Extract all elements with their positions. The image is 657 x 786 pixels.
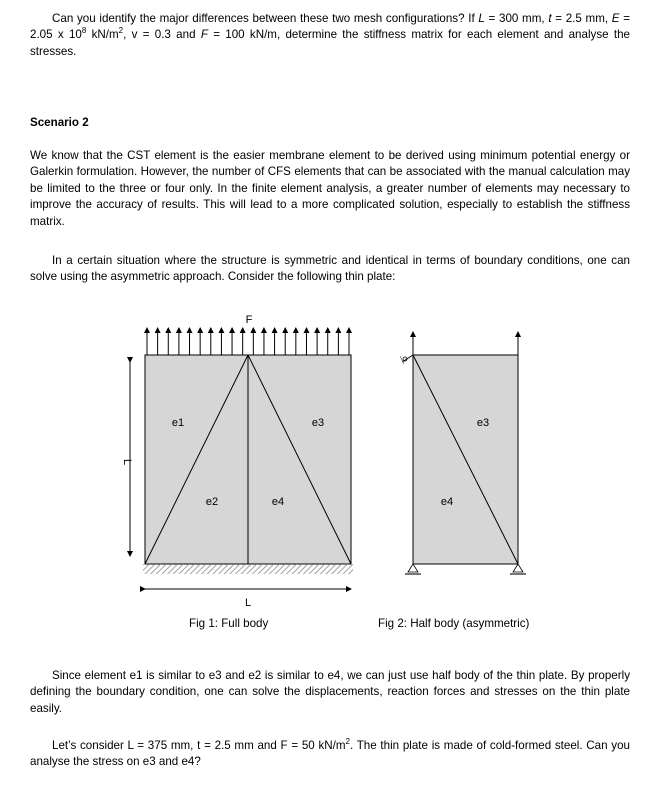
intro-E-unit-square: 2 xyxy=(118,26,124,36)
intro-F-value: = 100 kN/m, determine the stiffness matrix for each element and analyse the stresses. xyxy=(30,28,630,58)
intro-text: Can you identify the major differences between these two mesh configurations? If xyxy=(52,12,479,25)
fig1-width-label: L xyxy=(244,597,252,609)
intro-t-value: = 2.5 mm, xyxy=(551,12,612,25)
closing-text-b: . The thin plate is made of cold-formed steel. Can you analyse the stress on e3 and e4? xyxy=(30,739,630,769)
fig1-load-label: F xyxy=(245,314,253,326)
fig2-element-e3: e3 xyxy=(476,417,490,429)
fig2-element-e4: e4 xyxy=(440,496,454,508)
fig2-half-body xyxy=(400,332,526,574)
fig1-element-e3: e3 xyxy=(311,417,325,429)
closing-unit-square: 2 xyxy=(345,737,350,747)
fig2-pin-support-bottom-left xyxy=(405,564,421,574)
intro-t-symbol: t xyxy=(548,12,552,25)
fig1-element-e1: e1 xyxy=(171,417,185,429)
fig1-caption: Fig 1: Full body xyxy=(189,617,269,630)
intro-F-symbol: F xyxy=(200,28,208,42)
scenario-heading: Scenario 2 xyxy=(30,116,89,129)
fig1-element-e4: e4 xyxy=(271,496,285,508)
closing-text-a: Let’s consider L = 375 mm, t = 2.5 mm and F = 50 kN/m xyxy=(52,739,346,752)
fig2-caption: Fig 2: Half body (asymmetric) xyxy=(378,617,530,630)
intro-L-symbol: L xyxy=(478,12,485,25)
intro-nu-value: , v = 0.3 and xyxy=(123,28,201,42)
intro-E-value: = 2.05 x 10 xyxy=(30,12,630,42)
closing-paragraph-1: Since element e1 is similar to e3 and e2 is similar to e4, we can just use half body of the thin plate. By properly defining the boundary condition, one can solve the displacements, reaction forces and stresses on the thin plate easily. xyxy=(30,669,630,715)
fig1-height-label: L xyxy=(121,458,133,466)
fig1-element-e2: e2 xyxy=(205,496,219,508)
intro-E-exponent: 8 xyxy=(81,26,87,36)
closing-paragraph-2 xyxy=(30,738,630,771)
fig2-pin-support-bottom-right xyxy=(510,564,526,574)
intro-E-unit: kN/m xyxy=(86,28,119,42)
intro-L-value: = 300 mm, xyxy=(484,12,545,25)
scenario-paragraph-1: We know that the CST element is the easier membrane element to be derived using minimum potential energy or Galerkin formulation. However, the number of CFS elements that can be associated with the manual calculation may be limited to the three or four only. In the finite element analysis, a greater number of elements may necessary to improve the accuracy of results. This will lead to a more complicated solution, especially to establish the stiffness matrix. xyxy=(30,149,630,228)
intro-E-symbol: E xyxy=(611,12,620,25)
fig1-full-body xyxy=(121,314,353,609)
scenario-paragraph-2: In a certain situation where the structure is symmetric and identical in terms of boundary conditions, one can solve using the asymmetric approach. Consider the following thin plate: xyxy=(30,254,630,284)
fig1-load-arrows xyxy=(147,328,349,355)
fig1-support xyxy=(143,564,353,574)
fig2-roller-support-top xyxy=(400,355,413,364)
